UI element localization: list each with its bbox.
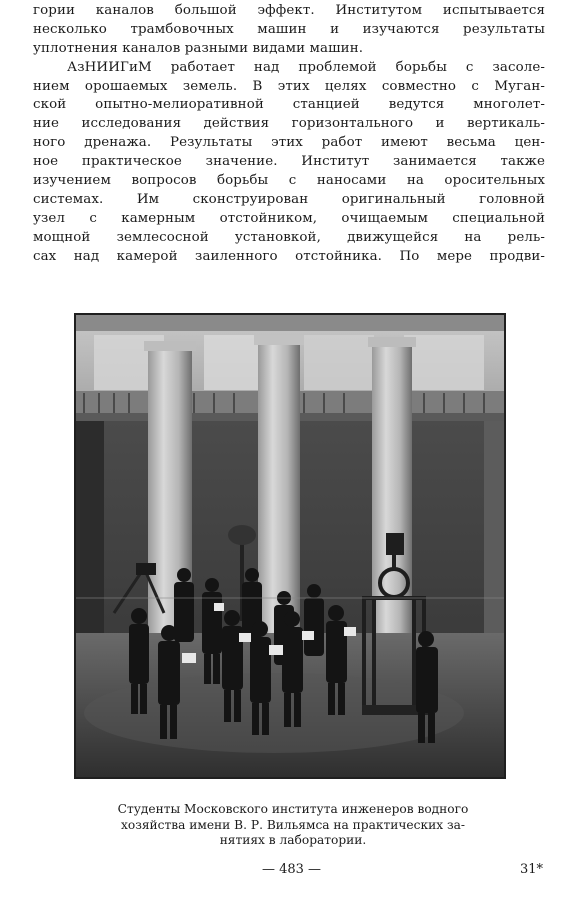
caption-line: хозяйства имени В. Р. Вильямса на практических за-: [121, 817, 465, 832]
text-line: нием орошаемых земель. В этих целях совместно с Муган-: [33, 78, 545, 94]
text-line: сах над камерой заиленного отстойника. По мере продви-: [33, 248, 545, 264]
text-line: мощной землесосной установкой, движущейся на рель-: [33, 229, 545, 245]
laboratory-photograph: [74, 313, 506, 779]
caption-line: Студенты Московского института инженеров водного: [117, 802, 469, 816]
text-line: ного дренажа. Результаты этих работ имеют весьма цен-: [33, 135, 545, 151]
text-line-paragraph-start: АзНИИГиМ работает над проблемой борьбы с засоле-: [67, 59, 545, 75]
figure-caption: [60, 802, 526, 849]
text-line: узел с камерным отстойником, очищаемым специальной: [33, 210, 545, 226]
page-number: — 483 —: [261, 862, 322, 877]
photo-illustration: [74, 313, 506, 779]
text-line: ное практическое значение. Институт занимается также: [33, 154, 545, 170]
text-line: ской опытно-мелиоративной станцией ведутся многолет-: [33, 97, 545, 113]
text-line: ние исследования действия горизонтального и вертикаль-: [33, 116, 545, 132]
text-line: гории каналов большой эффект. Институтом испытывается: [33, 3, 545, 18]
text-line: системах. Им сконструирован оригинальный головной: [33, 191, 545, 207]
caption-line: нятиях в лаборатории.: [219, 833, 367, 847]
text-line: несколько трамбовочных машин и изучаются результаты: [33, 21, 545, 37]
body-text: [33, 2, 545, 266]
text-line: уплотнения каналов разными видами машин.: [33, 40, 364, 56]
printer-signature-mark: 31*: [519, 862, 543, 877]
text-line: изучением вопросов борьбы с наносами на оросительных: [33, 173, 545, 189]
